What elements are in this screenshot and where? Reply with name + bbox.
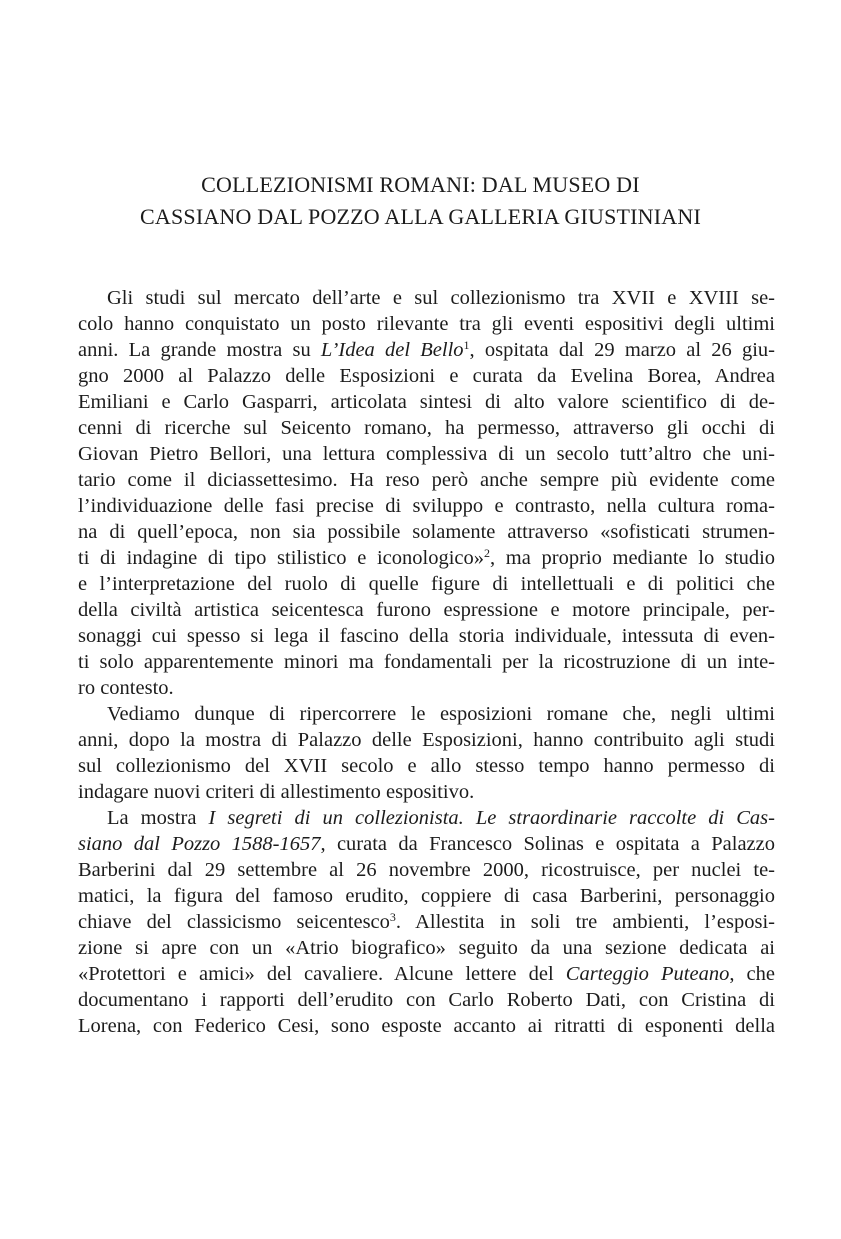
text-line: l’individuazione delle fasi precise di sviluppo e contrasto, nella cultura roma- bbox=[78, 495, 775, 517]
chapter-title-line: COLLEZIONISMI ROMANI: DAL MUSEO DI bbox=[201, 172, 640, 197]
text-run: , che bbox=[729, 963, 775, 985]
footnote-ref: 2 bbox=[484, 546, 490, 560]
text-run: «Protettori e amici» del cavaliere. Alcune lettere del bbox=[78, 963, 566, 985]
text-line: indagare nuovi criteri di allestimento espositivo. bbox=[78, 781, 475, 803]
text-line: Emiliani e Carlo Gasparri, articolata sintesi di alto valore scientifico di de- bbox=[78, 391, 775, 413]
text-run: La mostra bbox=[107, 807, 209, 829]
text-line: colo hanno conquistato un posto rilevante tra gli eventi espositivi degli ultimi bbox=[78, 313, 775, 335]
italic-title: I segreti di un collezionista. Le straordinarie raccolte di Cas- bbox=[208, 807, 775, 829]
italic-title: siano dal Pozzo 1588-1657 bbox=[78, 833, 321, 855]
text-line: Gli studi sul mercato dell’arte e sul collezionismo tra XVII e XVIII se- bbox=[107, 287, 775, 309]
text-line: Vediamo dunque di ripercorrere le esposizioni romane che, negli ultimi bbox=[107, 703, 775, 725]
text-run: , curata da Francesco Solinas e ospitata a Palazzo bbox=[320, 833, 775, 855]
text-line: sonaggi cui spesso si lega il fascino della storia individuale, intessuta di even- bbox=[78, 625, 775, 647]
text-run: , ospitata dal 29 marzo al 26 giu- bbox=[469, 339, 776, 361]
text-line: na di quell’epoca, non sia possibile solamente attraverso «sofisticati strumen- bbox=[78, 521, 775, 543]
footnote-ref: 1 bbox=[463, 338, 470, 352]
text-line: ro contesto. bbox=[78, 677, 174, 699]
text-line bbox=[107, 805, 775, 831]
text-run: chiave del classicismo seicentesco bbox=[78, 911, 390, 933]
text-line: Lorena, con Federico Cesi, sono esposte accanto ai ritratti di esponenti della bbox=[78, 1015, 775, 1037]
text-run: . Allestita in soli tre ambienti, l’esposi- bbox=[395, 911, 776, 933]
text-run: anni. La grande mostra su bbox=[78, 339, 321, 361]
footnote-ref: 3 bbox=[389, 910, 396, 924]
text-line: sul collezionismo del XVII secolo e allo stesso tempo hanno permesso di bbox=[78, 755, 775, 777]
text-line: matici, la figura del famoso erudito, coppiere di casa Barberini, personaggio bbox=[78, 885, 775, 907]
text-run: ti di indagine di tipo stilistico e iconologico» bbox=[78, 547, 484, 569]
text-line: e l’interpretazione del ruolo di quelle figure di intellettuali e di politici che bbox=[78, 573, 775, 595]
text-line: cenni di ricerche sul Seicento romano, ha permesso, attraverso gli occhi di bbox=[78, 417, 775, 439]
text-line bbox=[78, 545, 775, 571]
text-line: documentano i rapporti dell’erudito con Carlo Roberto Dati, con Cristina di bbox=[78, 989, 775, 1011]
text-line bbox=[78, 909, 775, 935]
text-run: , ma proprio mediante lo studio bbox=[490, 547, 776, 569]
text-line bbox=[78, 337, 775, 363]
text-line bbox=[78, 961, 775, 987]
chapter-title-line: CASSIANO DAL POZZO ALLA GALLERIA GIUSTINIANI bbox=[139, 204, 701, 229]
text-line: zione si apre con un «Atrio biografico» seguito da una sezione dedicata ai bbox=[78, 937, 775, 959]
text-line: ti solo apparentemente minori ma fondamentali per la ricostruzione di un inte- bbox=[78, 651, 775, 673]
text-line: gno 2000 al Palazzo delle Esposizioni e curata da Evelina Borea, Andrea bbox=[78, 365, 775, 387]
text-line: tario come il diciassettesimo. Ha reso però anche sempre più evidente come bbox=[78, 469, 775, 491]
text-line: Giovan Pietro Bellori, una lettura complessiva di un secolo tutt’altro che uni- bbox=[78, 443, 775, 465]
text-line: Barberini dal 29 settembre al 26 novembre 2000, ricostruisce, per nuclei te- bbox=[78, 859, 775, 881]
italic-title: Carteggio Puteano bbox=[565, 963, 730, 985]
chapter-title bbox=[60, 169, 781, 233]
italic-title: L’Idea del Bello bbox=[320, 339, 464, 361]
text-line: della civiltà artistica seicentesca furono espressione e motore principale, per- bbox=[78, 599, 775, 621]
text-line: anni, dopo la mostra di Palazzo delle Esposizioni, hanno contribuito agli studi bbox=[78, 729, 775, 751]
text-line bbox=[78, 831, 775, 857]
